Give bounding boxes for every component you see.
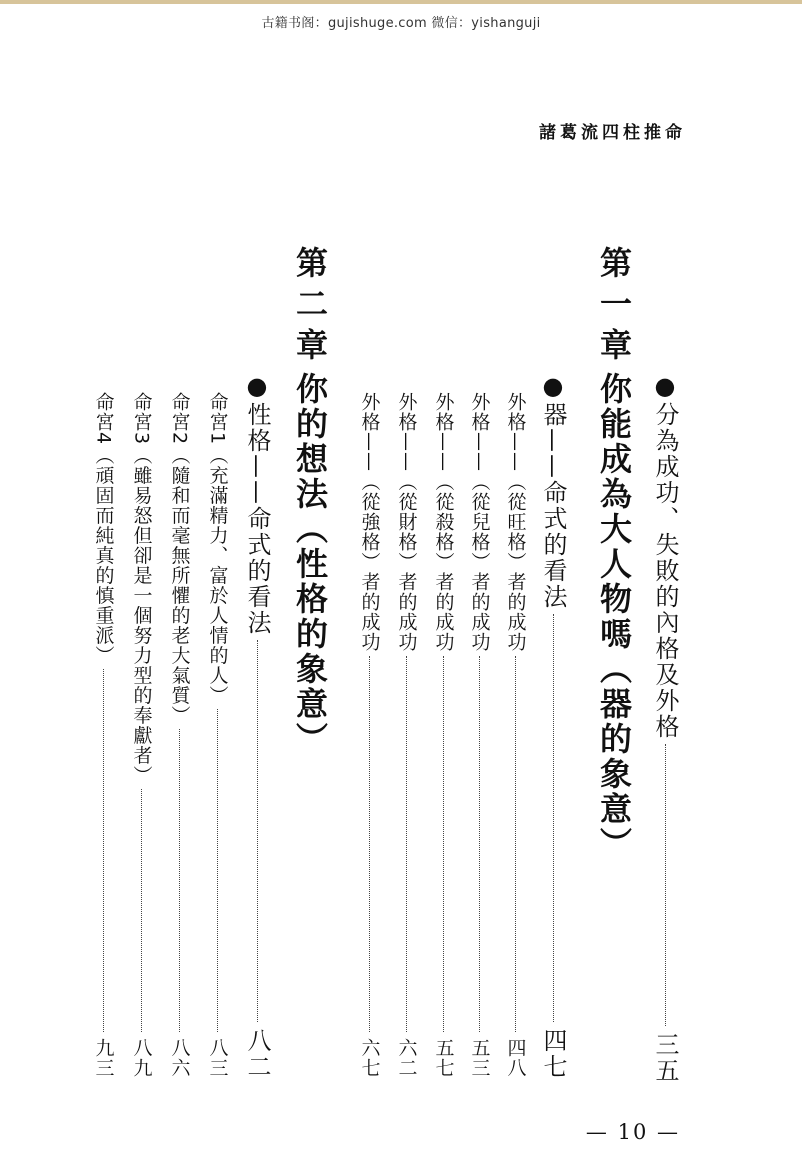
- dot-leader: [141, 789, 142, 1032]
- toc-entry-ch2-2[interactable]: [164, 392, 194, 1078]
- toc-entry-page: 四八: [504, 1038, 527, 1078]
- toc-entry-ch2-1[interactable]: [202, 392, 232, 1078]
- dot-leader: [179, 729, 180, 1032]
- toc-entry-ch1-4[interactable]: [391, 392, 421, 1078]
- toc-section-text: ●器——命式的看法: [539, 372, 567, 610]
- toc-entry-text: 命宮3（雖易怒但卻是一個努力型的奉獻者）: [130, 392, 153, 786]
- toc-section-page: 四七: [539, 1028, 567, 1080]
- toc-entry-text: 命宮2（隨和而毫無所懼的老大氣質）: [168, 392, 191, 726]
- toc-entry-ch1-3[interactable]: [428, 392, 458, 1078]
- toc-entry-ch1-2[interactable]: [464, 392, 494, 1078]
- toc-entry-page: 六二: [395, 1038, 418, 1078]
- toc-entry-text: 外格——（從兒格）者的成功: [468, 392, 491, 652]
- toc-section-text: ●性格——命式的看法: [243, 372, 271, 636]
- dot-leader: [443, 656, 444, 1032]
- dot-leader: [103, 669, 104, 1032]
- toc-section-page: 八二: [243, 1028, 271, 1080]
- toc-entry-text: 外格——（從殺格）者的成功: [432, 392, 455, 652]
- top-border: [0, 0, 802, 4]
- toc-entry-page: 五七: [432, 1038, 455, 1078]
- toc-entry-page: 八九: [130, 1038, 153, 1078]
- watermark: 古籍书阁：gujishuge.com 微信：yishanguji: [261, 16, 541, 31]
- toc-entry-page: 九三: [92, 1038, 115, 1078]
- dot-leader: [479, 656, 480, 1032]
- toc-entry-ch1-1[interactable]: [500, 392, 530, 1078]
- chapter-1-title: 你能成為大人物嗎（器的象意）: [595, 372, 633, 862]
- toc-entry-page: 六七: [358, 1038, 381, 1078]
- toc-entry-ch2-3[interactable]: [126, 392, 156, 1078]
- dot-leader: [515, 656, 516, 1032]
- toc-entry-ch1-5[interactable]: [354, 392, 384, 1078]
- toc-entry-ch2-4[interactable]: [88, 392, 118, 1078]
- toc-section-ch1[interactable]: [536, 372, 570, 1080]
- page-number: — 10 —: [585, 1120, 680, 1144]
- chapter-2-label: 第二章: [291, 246, 329, 369]
- toc-entry-text: ●分為成功、失敗的內格及外格: [651, 372, 679, 740]
- toc-entry-text: 命宮4（頑固而純真的慎重派）: [92, 392, 115, 666]
- toc-entry-page: 八三: [206, 1038, 229, 1078]
- dot-leader: [257, 640, 258, 1022]
- dot-leader: [665, 744, 666, 1026]
- chapter-1-label: 第一章: [595, 246, 633, 369]
- toc-entry-text: 命宮1（充滿精力、富於人情的人）: [206, 392, 229, 706]
- dot-leader: [369, 656, 370, 1032]
- dot-leader: [406, 656, 407, 1032]
- toc-entry-page: 三五: [651, 1032, 679, 1084]
- toc-entry-page: 五三: [468, 1038, 491, 1078]
- toc-entry-ch1-intro[interactable]: [648, 372, 682, 1084]
- running-title: 諸葛流四柱推命: [539, 123, 686, 143]
- toc-entry-text: 外格——（從財格）者的成功: [395, 392, 418, 652]
- chapter-2-title: 你的想法（性格的象意）: [291, 372, 329, 757]
- toc-entry-text: 外格——（從旺格）者的成功: [504, 392, 527, 652]
- toc-entry-page: 八六: [168, 1038, 191, 1078]
- toc-section-ch2[interactable]: [240, 372, 274, 1080]
- toc-entry-text: 外格——（從強格）者的成功: [358, 392, 381, 652]
- dot-leader: [217, 709, 218, 1032]
- dot-leader: [553, 614, 554, 1022]
